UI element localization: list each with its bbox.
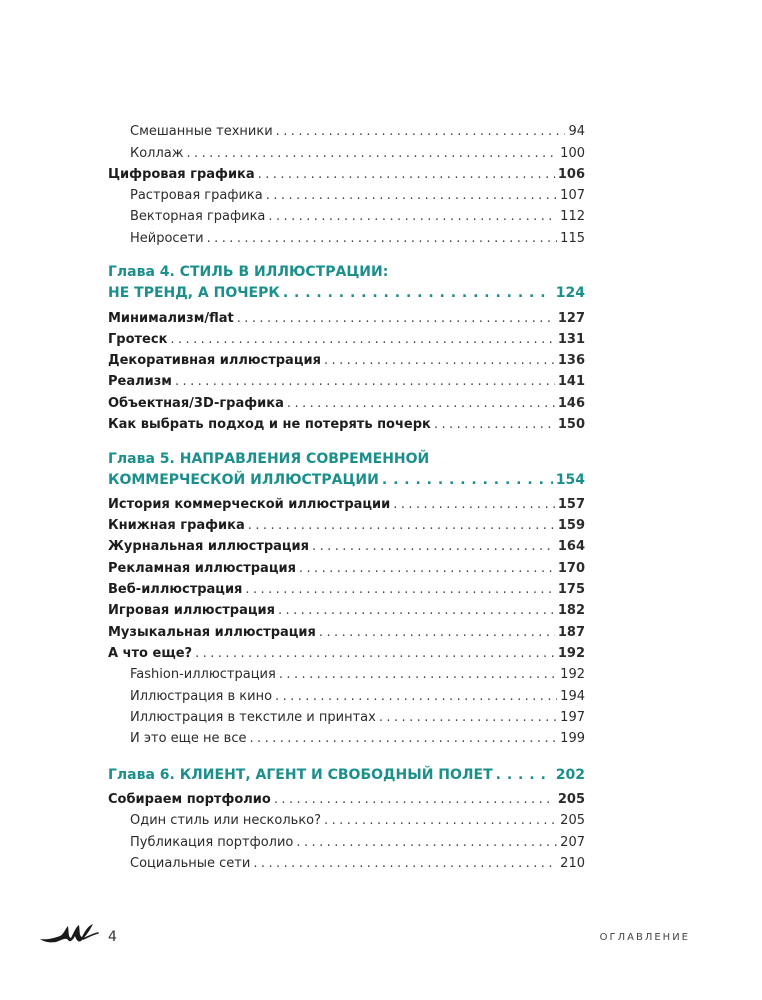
toc-entry-title: Гротеск bbox=[108, 331, 168, 347]
dot-leader bbox=[249, 731, 557, 746]
toc-entry-title: Растровая графика bbox=[130, 188, 263, 204]
chapter-title-line2: КОММЕРЧЕСКОЙ ИЛЛЮСТРАЦИИ bbox=[108, 471, 379, 488]
toc-entry[interactable] bbox=[108, 308, 585, 329]
toc-entry[interactable] bbox=[108, 644, 585, 665]
toc-entry-title: Цифровая графика bbox=[108, 166, 255, 182]
toc-group bbox=[108, 122, 585, 250]
dot-leader bbox=[207, 231, 558, 246]
toc-entry-page: 182 bbox=[557, 603, 585, 619]
brush-stroke-icon bbox=[38, 921, 100, 945]
toc-entry-page: 100 bbox=[560, 145, 585, 161]
chapter-page: 124 bbox=[555, 285, 585, 302]
toc-entry-page: 136 bbox=[557, 353, 585, 369]
chapter-title-line1: Глава 4. СТИЛЬ В ИЛЛЮСТРАЦИИ: bbox=[108, 264, 389, 281]
toc-entry-title: Книжная графика bbox=[108, 518, 245, 534]
toc-entry-title: Fashion-иллюстрация bbox=[130, 667, 276, 683]
toc-entry[interactable] bbox=[108, 708, 585, 729]
toc-entry-title: Смешанные техники bbox=[130, 124, 273, 140]
running-title: ОГЛАВЛЕНИЕ bbox=[599, 932, 690, 943]
chapter-heading[interactable] bbox=[108, 764, 585, 788]
toc-entry[interactable] bbox=[108, 854, 585, 875]
dot-leader bbox=[275, 689, 557, 704]
toc-entry-title: Социальные сети bbox=[130, 855, 251, 871]
toc-entry-title: История коммерческой иллюстрации bbox=[108, 496, 391, 512]
chapter-page: 202 bbox=[555, 767, 585, 784]
toc-group bbox=[108, 495, 585, 751]
toc-entry-page: 106 bbox=[557, 166, 585, 182]
toc-entry[interactable] bbox=[108, 186, 585, 207]
toc-entry[interactable] bbox=[108, 601, 585, 622]
toc-entry-page: 150 bbox=[557, 417, 585, 433]
dot-leader bbox=[319, 625, 555, 640]
dot-leader bbox=[283, 285, 553, 301]
dot-leader bbox=[296, 835, 557, 850]
toc-entry-title: Иллюстрация в текстиле и принтах bbox=[130, 709, 376, 725]
toc-entry[interactable] bbox=[108, 351, 585, 372]
toc-entry[interactable] bbox=[108, 393, 585, 414]
toc-entry[interactable] bbox=[108, 330, 585, 351]
dot-leader bbox=[258, 167, 555, 182]
toc-entry[interactable] bbox=[108, 537, 585, 558]
toc-entry-title: Коллаж bbox=[130, 145, 184, 161]
dot-leader bbox=[186, 146, 557, 161]
dot-leader bbox=[434, 417, 555, 432]
chapter-heading[interactable] bbox=[108, 264, 585, 306]
toc-entry-page: 107 bbox=[560, 188, 585, 204]
toc-entry-page: 164 bbox=[557, 539, 585, 555]
toc-entry-title: Рекламная иллюстрация bbox=[108, 560, 296, 576]
toc-entry[interactable] bbox=[108, 372, 585, 393]
toc-group bbox=[108, 790, 585, 875]
toc-entry-title: Веб-иллюстрация bbox=[108, 582, 243, 598]
toc-entry-title: Публикация портфолио bbox=[130, 834, 294, 850]
dot-leader bbox=[379, 710, 557, 725]
toc-entry-page: 94 bbox=[568, 124, 585, 140]
toc-entry-page: 131 bbox=[557, 331, 585, 347]
toc-entry[interactable] bbox=[108, 832, 585, 853]
toc-entry-title: Векторная графика bbox=[130, 209, 266, 225]
dot-leader bbox=[248, 518, 555, 533]
dot-leader bbox=[324, 813, 557, 828]
toc-entry-page: 146 bbox=[557, 395, 585, 411]
toc-entry[interactable] bbox=[108, 516, 585, 537]
dot-leader bbox=[274, 792, 555, 807]
toc-entry-title: Как выбрать подход и не потерять почерк bbox=[108, 417, 431, 433]
dot-leader bbox=[175, 374, 555, 389]
dot-leader bbox=[393, 497, 555, 512]
toc-entry[interactable] bbox=[108, 415, 585, 436]
page-number: 4 bbox=[108, 929, 117, 945]
toc-entry-title: Минимализм/flat bbox=[108, 310, 234, 326]
toc-entry-title: Иллюстрация в кино bbox=[130, 688, 273, 704]
toc-entry[interactable] bbox=[108, 495, 585, 516]
toc-entry-title: Журнальная иллюстрация bbox=[108, 539, 310, 555]
chapter-page: 154 bbox=[555, 471, 585, 488]
dot-leader bbox=[195, 646, 555, 661]
toc-entry-title: Объектная/3D-графика bbox=[108, 395, 284, 411]
toc-entry-page: 127 bbox=[557, 310, 585, 326]
dot-leader bbox=[324, 353, 555, 368]
chapter-title: Глава 6. КЛИЕНТ, АГЕНТ И СВОБОДНЫЙ ПОЛЕТ bbox=[108, 767, 493, 784]
toc-entry-title: И это еще не все bbox=[130, 731, 247, 747]
toc-entry-page: 207 bbox=[560, 834, 585, 850]
toc-entry[interactable] bbox=[108, 686, 585, 707]
dot-leader bbox=[276, 124, 566, 139]
dot-leader bbox=[245, 582, 554, 597]
toc-entry-page: 205 bbox=[560, 813, 585, 829]
toc-entry-title: Декоративная иллюстрация bbox=[108, 353, 321, 369]
dot-leader bbox=[287, 396, 555, 411]
toc-entry-page: 199 bbox=[560, 731, 585, 747]
toc-entry-title: Реализм bbox=[108, 374, 172, 390]
toc-entry-page: 194 bbox=[560, 688, 585, 704]
toc-entry-page: 159 bbox=[557, 518, 585, 534]
chapter-title-line2: НЕ ТРЕНД, А ПОЧЕРК bbox=[108, 285, 280, 302]
table-of-contents bbox=[108, 122, 585, 875]
toc-entry-title: А что еще? bbox=[108, 645, 193, 661]
toc-entry-page: 115 bbox=[560, 230, 585, 246]
dot-leader bbox=[312, 539, 555, 554]
toc-entry-page: 192 bbox=[560, 667, 585, 683]
toc-entry-page: 197 bbox=[560, 709, 585, 725]
toc-entry-title: Нейросети bbox=[130, 230, 204, 246]
toc-entry-page: 157 bbox=[557, 496, 585, 512]
chapter-title-line1: Глава 5. НАПРАВЛЕНИЯ СОВРЕМЕННОЙ bbox=[108, 450, 430, 467]
toc-entry-page: 141 bbox=[557, 374, 585, 390]
toc-entry[interactable] bbox=[108, 558, 585, 579]
dot-leader bbox=[299, 561, 555, 576]
dot-leader bbox=[266, 188, 557, 203]
toc-entry[interactable] bbox=[108, 228, 585, 249]
toc-entry-page: 175 bbox=[557, 582, 585, 598]
toc-entry[interactable] bbox=[108, 811, 585, 832]
toc-entry[interactable] bbox=[108, 665, 585, 686]
dot-leader bbox=[279, 667, 557, 682]
toc-entry[interactable] bbox=[108, 207, 585, 228]
dot-leader bbox=[496, 767, 553, 783]
toc-entry-page: 205 bbox=[557, 791, 585, 807]
toc-entry[interactable] bbox=[108, 729, 585, 750]
dot-leader bbox=[170, 332, 554, 347]
toc-entry-page: 170 bbox=[557, 560, 585, 576]
toc-entry[interactable] bbox=[108, 622, 585, 643]
toc-entry-page: 192 bbox=[557, 645, 585, 661]
toc-entry-title: Один стиль или несколько? bbox=[130, 813, 322, 829]
toc-entry[interactable] bbox=[108, 790, 585, 811]
toc-entry-title: Музыкальная иллюстрация bbox=[108, 624, 316, 640]
toc-entry[interactable] bbox=[108, 165, 585, 186]
toc-entry-title: Собираем портфолио bbox=[108, 791, 271, 807]
toc-entry[interactable] bbox=[108, 143, 585, 164]
toc-entry-title: Игровая иллюстрация bbox=[108, 603, 275, 619]
dot-leader bbox=[278, 603, 555, 618]
toc-entry[interactable] bbox=[108, 122, 585, 143]
dot-leader bbox=[382, 472, 553, 488]
toc-entry[interactable] bbox=[108, 580, 585, 601]
chapter-heading[interactable] bbox=[108, 451, 585, 493]
toc-entry-page: 210 bbox=[560, 855, 585, 871]
toc-group bbox=[108, 308, 585, 436]
dot-leader bbox=[268, 209, 557, 224]
dot-leader bbox=[253, 856, 557, 871]
toc-entry-page: 187 bbox=[557, 624, 585, 640]
toc-entry-page: 112 bbox=[560, 209, 585, 225]
dot-leader bbox=[237, 311, 555, 326]
